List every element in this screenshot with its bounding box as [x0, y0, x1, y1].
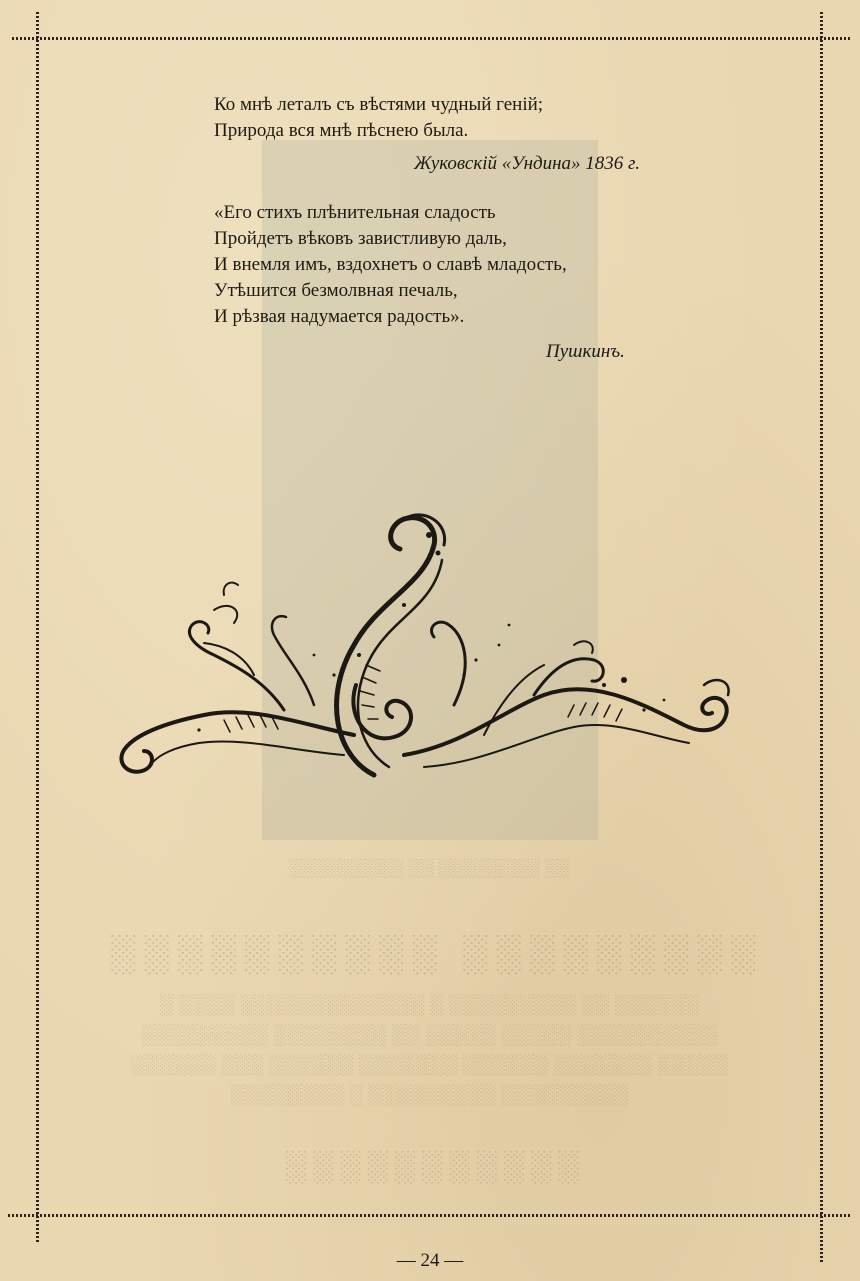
left-border-rule: [36, 12, 39, 1244]
pushkin-stanza: [214, 200, 567, 330]
bottom-border-rule: [8, 1214, 850, 1217]
page-number: — 24 —: [396, 1250, 464, 1271]
poem-line: Пройдетъ вѣковъ завистливую даль,: [214, 228, 507, 249]
right-border-rule: [820, 12, 823, 1262]
pushkin-attribution: Пушкинъ.: [546, 341, 625, 362]
top-border-rule: [12, 37, 850, 40]
zhukovsky-stanza: [214, 92, 543, 144]
poem-line: И рѣзвая надумается радость».: [214, 306, 465, 327]
poem-line: Природа вся мнѣ пѣснею была.: [214, 120, 469, 141]
bleed-through-heading: ░░░░░░░░░ ░░░░░░░░░░: [103, 933, 757, 973]
bleed-through-paragraph: ░░░░░░ ░░ ░░░░░░░░░ ░ ░░░░░░░░░░░░░ ░░░░ ░ ░░░░░░░░░░ ░░░░░ ░░░░░ ░░ ░░░░░░░░ ░░░░░░░░░ ░░░░░ ░░░░░░░ ░░░░░░ ░░░░░░░ ░░░░░░ ░░░ ░░░░░░ ░░░░░░░░░ ░░░░░░░░░ ░ ░░░░░░░░: [131, 994, 729, 1106]
poem-line: «Его стихъ плѣнительная сладость: [214, 202, 496, 223]
bleed-through-footer: ░░░░░░░░░░░: [280, 1150, 580, 1183]
poem-line: Ко мнѣ леталъ съ вѣстями чудный геній;: [214, 94, 544, 115]
zhukovsky-attribution: Жуковскій «Ундина» 1836 г.: [414, 153, 640, 174]
poem-line: И внемля имъ, вздохнетъ о славѣ младость,: [214, 254, 567, 275]
baroque-scroll-ornament-icon: [104, 505, 744, 795]
poem-line: Утѣшится безмолвная печаль,: [214, 280, 458, 301]
bleed-through-caption: ░░ ░░░░░░░░ ░░ ░░░░░░░░░: [289, 858, 571, 878]
